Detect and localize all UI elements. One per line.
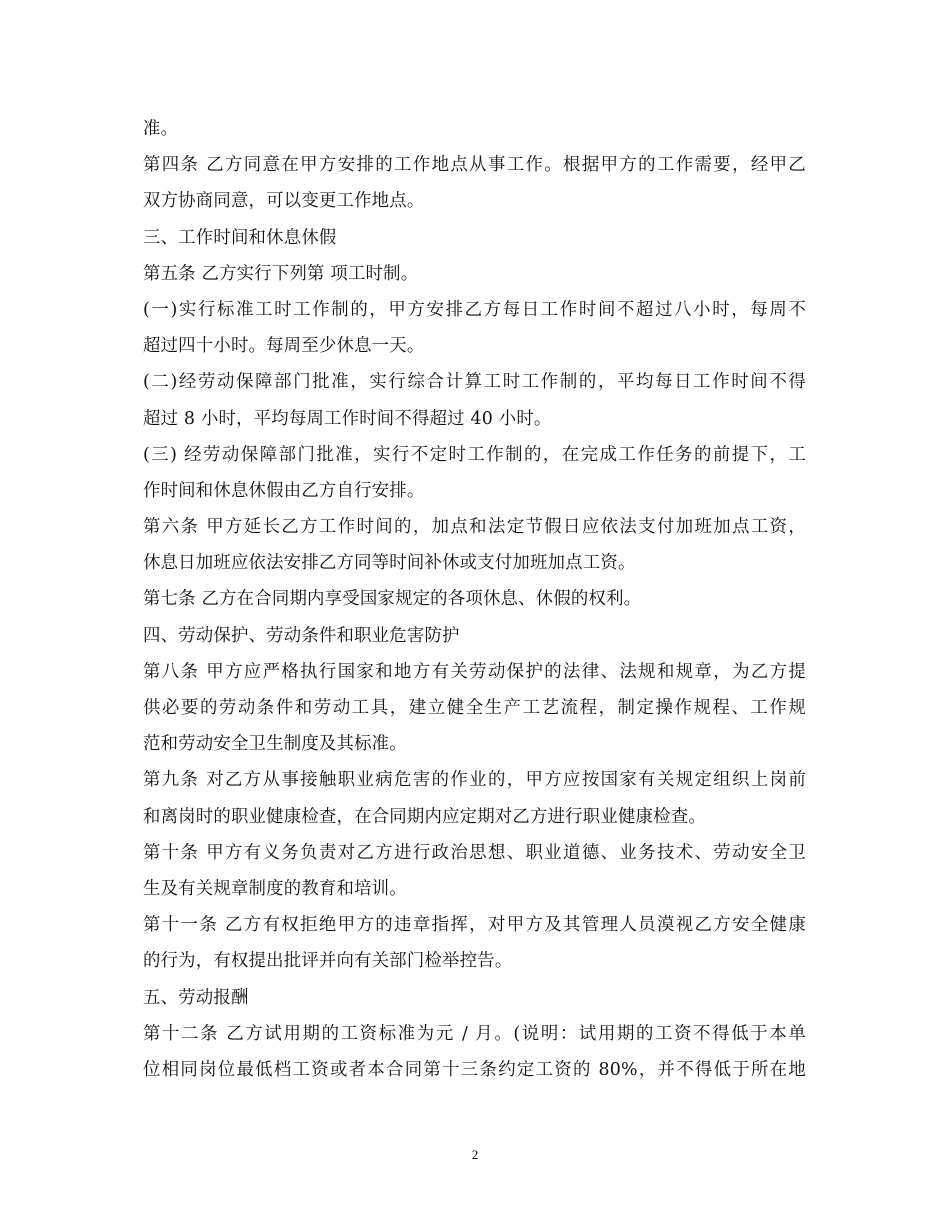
text-line: 第十一条 乙方有权拒绝甲方的违章指挥，对甲方及其管理人员漠视乙方安全健康 [143,915,806,936]
text-line: (二)经劳动保障部门批准，实行综合计算工时工作制的，平均每日工作时间不得 [143,372,806,393]
text-line: 第六条 甲方延长乙方工作时间的，加点和法定节假日应依法支付加班加点工资， [143,517,806,538]
text-line: 超过四十小时。每周至少休息一天。 [143,336,425,357]
text-line: (一)实行标准工时工作制的，甲方安排乙方每日工作时间不超过八小时，每周不 [143,299,806,320]
text-line: 第八条 甲方应严格执行国家和地方有关劳动保护的法律、法规和规章，为乙方提 [143,661,806,682]
text-line: 第九条 对乙方从事接触职业病危害的作业的，甲方应按国家有关规定组织上岗前 [143,770,806,791]
text-line: 供必要的劳动条件和劳动工具，建立健全生产工艺流程，制定操作规程、工作规 [143,698,806,718]
text-line: 作时间和休息休假由乙方自行安排。 [143,480,425,501]
page-number: 2 [471,1147,479,1162]
text-line: 范和劳动安全卫生制度及其标准。 [143,734,407,755]
section-heading: 四、劳动保护、劳动条件和职业危害防护 [143,625,460,646]
text-line: 第十二条 乙方试用期的工资标准为元 / 月。(说明：试用期的工资不得低于本单 [143,1023,806,1044]
text-line: 双方协商同意，可以变更工作地点。 [143,191,425,212]
text-line: 生及有关规章制度的教育和培训。 [143,878,407,899]
text-line: (三) 经劳动保障部门批准，实行不定时工作制的，在完成工作任务的前提下，工 [143,444,806,465]
text-line: 和离岗时的职业健康检查，在合同期内应定期对乙方进行职业健康检查。 [143,806,706,827]
text-line: 准。 [143,119,179,139]
document-body [143,111,806,1088]
text-line: 超过 8 小时，平均每周工作时间不得超过 40 小时。 [143,408,552,429]
text-line: 第五条 乙方实行下列第 项工时制。 [143,263,419,284]
section-heading: 三、工作时间和休息休假 [143,227,337,248]
section-heading: 五、劳动报酬 [143,987,249,1008]
text-line: 的行为，有权提出批评并向有关部门检举控告。 [143,951,513,972]
text-line: 休息日加班应依法安排乙方同等时间补休或支付加班加点工资。 [143,553,636,574]
text-line: 第七条 乙方在合同期内享受国家规定的各项休息、休假的权利。 [143,589,642,610]
text-line: 第十条 甲方有义务负责对乙方进行政治思想、职业道德、业务技术、劳动安全卫 [143,842,806,863]
text-line: 位相同岗位最低档工资或者本合同第十三条约定工资的 80%，并不得低于所在地 [143,1059,806,1080]
text-line: 第四条 乙方同意在甲方安排的工作地点从事工作。根据甲方的工作需要，经甲乙 [143,155,806,176]
